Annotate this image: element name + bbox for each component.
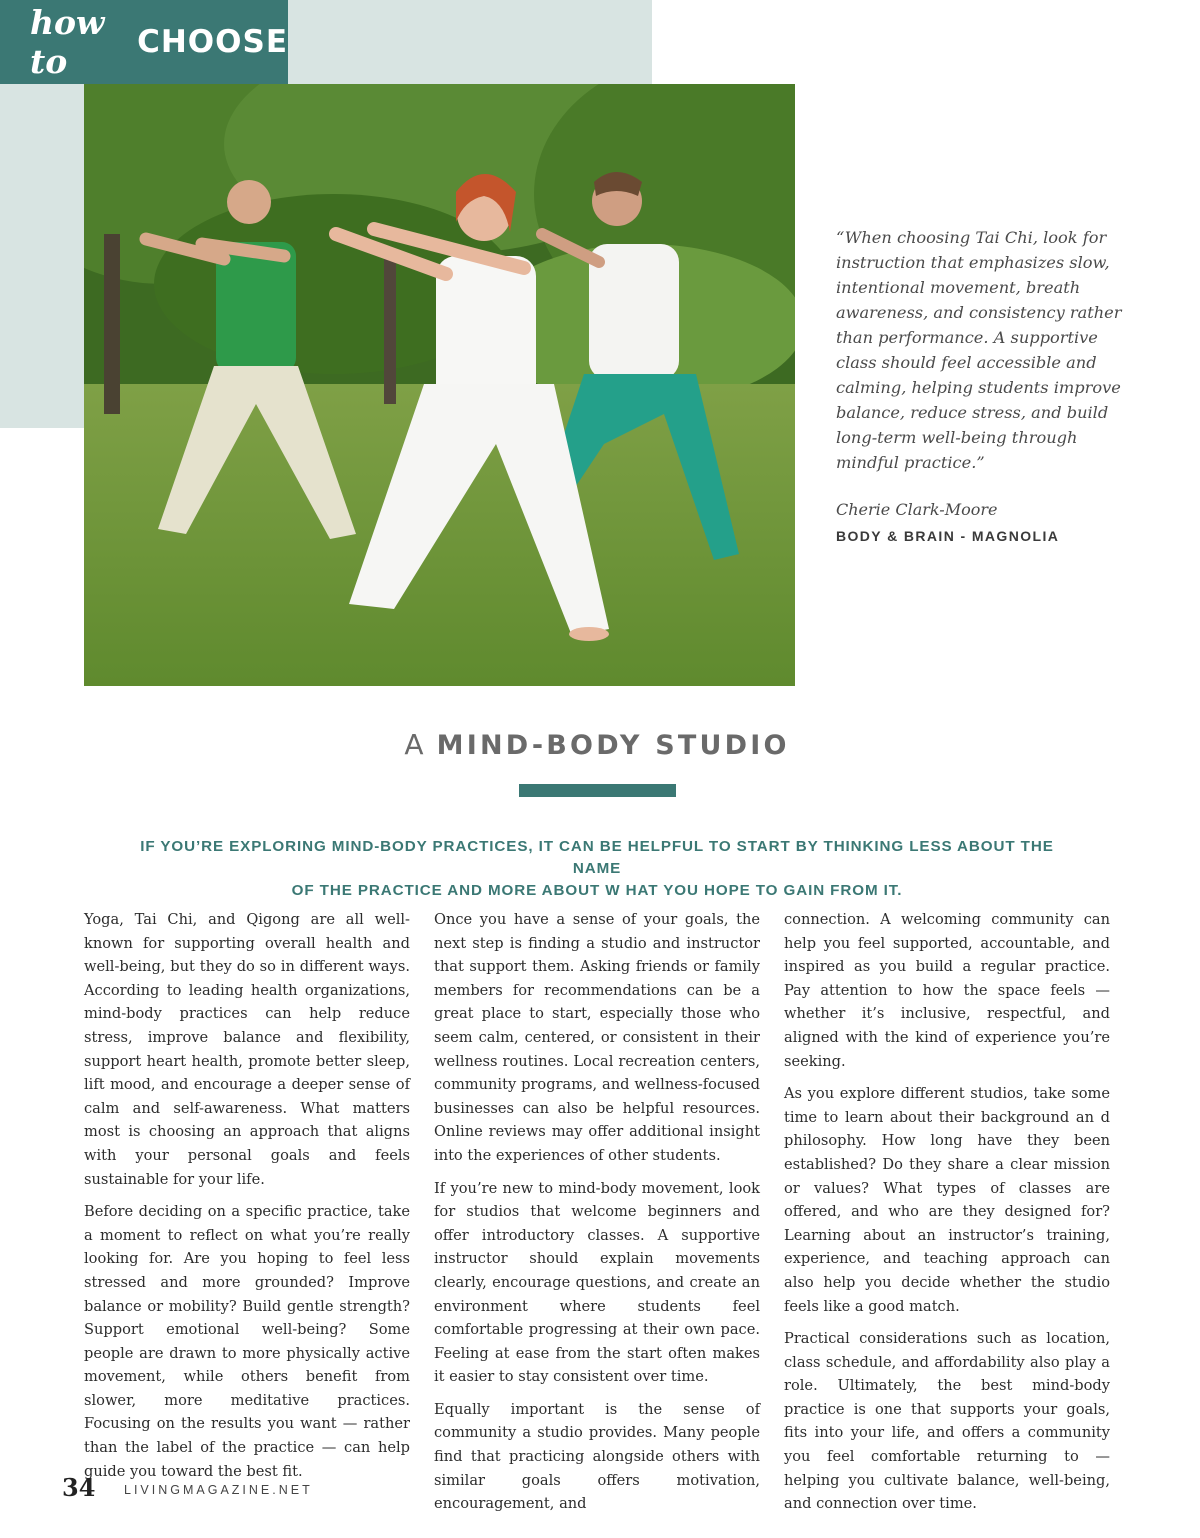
section-tag-bold: CHOOSE <box>137 24 288 60</box>
quote-line: mindful practice.” <box>836 453 985 472</box>
headline-main: MIND-BODY STUDIO <box>436 730 790 761</box>
section-tag <box>0 0 288 84</box>
quote-line: long-term well-being through <box>836 428 1078 447</box>
pull-quote <box>836 225 1136 475</box>
footer-website: LIVINGMAGAZINE.NET <box>124 1483 313 1497</box>
quote-author: Cherie Clark-Moore <box>836 500 998 519</box>
intro-line: IF YOU’RE EXPLORING MIND-BODY PRACTICES, IT CAN BE HELPFUL TO START BY THINKING LESS ABOUT THE NAME <box>140 838 1054 877</box>
quote-line: “When choosing Tai Chi, look for <box>836 228 1107 247</box>
tai-chi-photo <box>84 84 795 686</box>
page-number: 34 <box>62 1473 96 1502</box>
body-column-1 <box>84 908 410 1492</box>
body-paragraph: Before deciding on a specific practice, take a moment to reflect on what you’re really looking for. Are you hoping to feel less stressed and more grounded? Improve balance or mobility? Build gentle strength? Support emotional well-being? Some people are drawn to more physically active movement, while others benefit from slower, more meditative practices. Focusing on the results you want — rather than the label of the practice — can help guide you toward the best fit. <box>84 1203 410 1480</box>
intro-line: OF THE PRACTICE AND MORE ABOUT W HAT YOU HOPE TO GAIN FROM IT. <box>291 882 903 899</box>
body-paragraph: Practical considerations such as location, class schedule, and affordability also play a role. Ultimately, the best mind-body practice is one that supports your goals, fits into your life, and offers a community you feel comfortable returning to — helping you cultivate balance, well-being, and connection over time. <box>784 1330 1110 1513</box>
quote-line: balance, reduce stress, and build <box>836 403 1109 422</box>
body-paragraph: If you’re new to mind-body movement, look for studios that welcome beginners and offer introductory classes. A supportive instructor should explain movements clearly, encourage questions, and create an environment where students feel comfortable progressing at their own pace. Feeling at ease from the start often makes it easier to stay consistent over time. <box>434 1179 760 1386</box>
article-headline <box>0 728 1194 761</box>
body-paragraph: Once you have a sense of your goals, the next step is finding a studio and instructor that support them. Asking friends or family members for recommendations can be a great place to start, especially those who seem calm, centered, or consistent in their wellness routines. Local recreation centers, community programs, and wellness-focused businesses can also be helpful resources. Online reviews may offer additional insight into the experiences of other students. <box>434 911 760 1164</box>
body-paragraph: connection. A welcoming community can help you feel supported, accountable, and inspired as you build a regular practice. Pay attention to how the space feels — whether it’s inclusive, respectful, and aligned with the kind of experience you’re seeking. <box>784 911 1110 1070</box>
quote-organization: BODY & BRAIN - MAGNOLIA <box>836 528 1060 544</box>
body-paragraph: Yoga, Tai Chi, and Qigong are all well-known for supporting overall health and well-being, but they do so in different ways. According to leading health organizations, mind-body practices can help reduce stress, improve balance and flexibility, support heart health, promote better sleep, lift mood, and encourage a deeper sense of calm and self-awareness. What matters most is choosing an approach that aligns with your personal goals and feels sustainable for your life. <box>84 911 410 1188</box>
intro-deck <box>140 836 1054 902</box>
body-paragraph: Equally important is the sense of community a studio provides. Many people find that practicing alongside others with similar goals offers motivation, encouragement, and <box>434 1400 760 1513</box>
section-tag-italic: how to <box>30 3 105 81</box>
quote-line: intentional movement, breath <box>836 278 1081 297</box>
headline-prefix: A <box>404 728 426 761</box>
quote-line: awareness, and consistency rather <box>836 303 1122 322</box>
headline-rule <box>519 784 676 797</box>
quote-line: than performance. A supportive <box>836 328 1098 347</box>
body-column-2 <box>434 908 760 1525</box>
body-paragraph: As you explore different studios, take some time to learn about their background an d philosophy. How long have they been established? Do they share a clear mission or values? What types of classes are offered, and who are they designed for? Learning about an instructor’s training, experience, and teaching approach can also help you decide whether the studio feels like a good match. <box>784 1085 1110 1315</box>
quote-line: class should feel accessible and <box>836 353 1097 372</box>
body-column-3 <box>784 908 1110 1525</box>
quote-line: calming, helping students improve <box>836 378 1121 397</box>
quote-line: instruction that emphasizes slow, <box>836 253 1110 272</box>
side-light-band <box>0 84 84 428</box>
